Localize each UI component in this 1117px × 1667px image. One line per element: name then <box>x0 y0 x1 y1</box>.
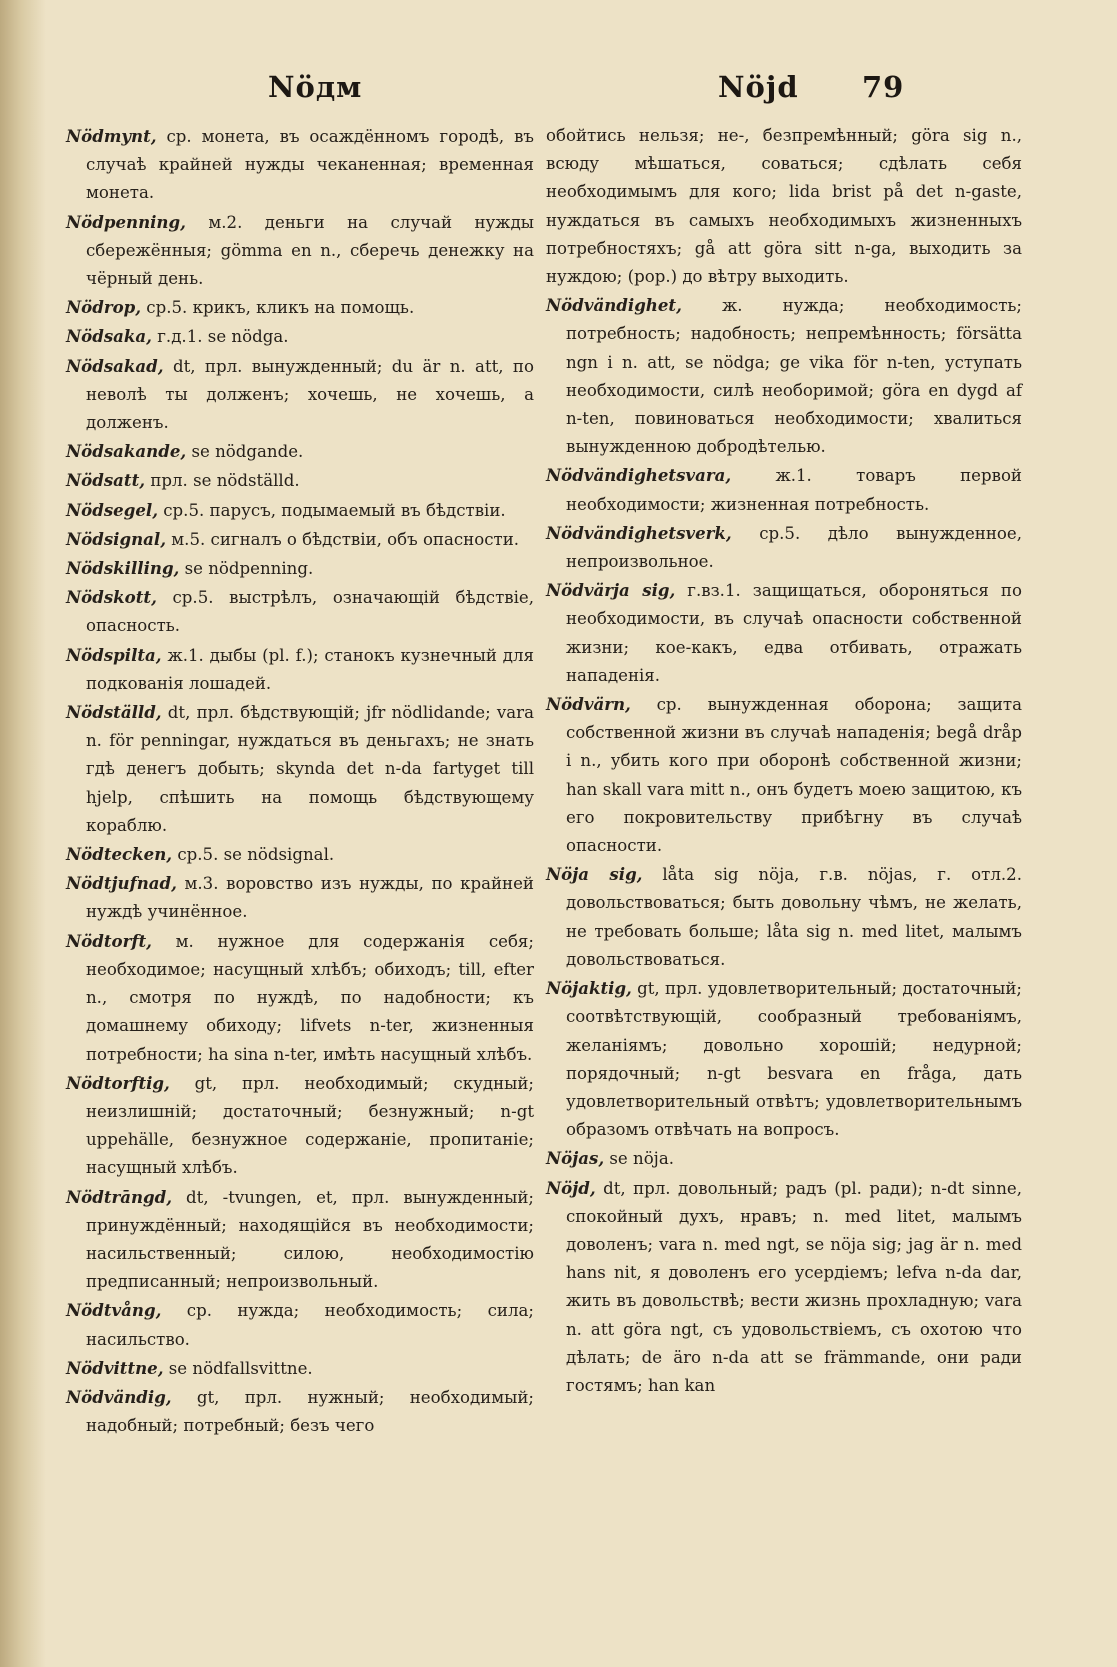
dictionary-entry <box>66 122 534 208</box>
entry-headword: Nödvärn, <box>546 694 631 715</box>
dictionary-entry <box>66 496 534 525</box>
dictionary-entry <box>546 122 1022 291</box>
entry-definition: г.вз.1. защищаться, обороняться по необходимости, въ случаѣ опасности собственной жизни; кое-какъ, едва отбивать, отражать нападенія. <box>566 581 1022 685</box>
dictionary-entry <box>66 1296 534 1353</box>
entry-definition: dt, прл. вынужденный; du är n. att, по неволѣ ты долженъ; хочешь, не хочешь, а долженъ. <box>86 356 534 433</box>
entry-definition: ср.5. дѣло вынужденное, непроизвольное. <box>566 523 1022 572</box>
entry-definition: gt, прл. необходимый; скудный; неизлишній; достаточный; безнужный; n-gt uppehälle, безнужное содержаніе, пропитаніе; насущный хлѣбъ. <box>86 1073 534 1178</box>
entry-headword: Nödsegel, <box>66 499 158 520</box>
entry-headword: Nödvändighet, <box>546 295 682 316</box>
dictionary-entry <box>66 437 534 466</box>
dictionary-entry <box>546 690 1022 860</box>
entry-headword: Nöjas, <box>546 1148 605 1169</box>
entry-definition: ж.1. товаръ первой необходимости; жизненная потребность. <box>566 466 1022 514</box>
entry-definition: г.д.1. se nödga. <box>151 327 289 347</box>
entry-definition: ср. вынужденная оборона; защита собственной жизни въ случаѣ нападенія; begå dråp i n., убить кого при оборонѣ собственной жизни; han skall vara mitt n., онъ будетъ моею защитою, къ его покровительству прибѣгну въ случаѣ опасности. <box>566 695 1022 856</box>
entry-definition: se nöja. <box>604 1149 675 1169</box>
dictionary-entry <box>546 519 1022 576</box>
dictionary-entry <box>66 1183 534 1297</box>
entry-definition: м.5. сигналъ о бѣдствіи, объ опасности. <box>165 529 520 549</box>
dictionary-entry <box>66 208 534 294</box>
entry-definition: ж. нужда; необходимость; потребность; надобность; непремѣнность; försätta ngn i n. att, se nödga; ge vika för n-ten, уступать необходимости, силѣ необоримой; göra en dygd af n-ten, повиноваться необходимости; хвалиться вынужденною добродѣтелью. <box>566 296 1022 457</box>
entry-definition: dt, прл. бѣдствующій; jfr nödlidande; vara n. för penningar, нуждаться въ деньгахъ; не знать гдѣ денегъ добыть; skynda det n-da fartyget till hjelp, спѣшить на помощь бѣдствующему кораблю. <box>86 703 534 835</box>
entry-definition: ср. монета, въ осаждённомъ городѣ, въ случаѣ крайней нужды чеканенная; временная монета. <box>86 127 534 203</box>
dictionary-entry <box>546 576 1022 690</box>
entry-definition: se nödfallsvittne. <box>163 1358 313 1378</box>
entry-headword: Nödtjufnad, <box>66 873 177 894</box>
entry-headword: Nödsaka, <box>66 326 152 347</box>
entry-headword: Nödpenning, <box>66 211 186 232</box>
entry-definition: м.2. деньги на случай нужды сбережённыя; gömma en n., сберечь денежку на чёрный день. <box>86 212 534 289</box>
entry-headword: Nödsatt, <box>66 470 146 491</box>
entry-headword: Nödskilling, <box>66 558 180 579</box>
entry-headword: Nödställd, <box>66 702 162 723</box>
dictionary-entry <box>66 641 534 698</box>
dictionary-entry <box>546 461 1022 518</box>
entry-definition: dt, -tvungen, et, прл. вынужденный; принуждённый; находящійся въ необходимости; насильственный; силою, необходимостію предписанный; непроизвольный. <box>86 1187 534 1292</box>
dictionary-entry <box>66 927 534 1069</box>
entry-definition: м.3. воровство изъ нужды, по крайней нуждѣ учинённое. <box>86 874 534 922</box>
running-head-left: Nöдм <box>268 70 363 104</box>
dictionary-entry <box>66 466 534 495</box>
dictionary-entry <box>66 869 534 926</box>
entry-headword: Nödsignal, <box>66 528 166 549</box>
entry-definition: dt, прл. довольный; радъ (pl. ради); n-dt sinne, спокойный духъ, нравъ; n. med litet, малымъ доволенъ; vara n. med ngt, se nöja sig; jag är n. med hans nit, я доволенъ его усердіемъ; lefva n-da dar, жить въ довольствѣ; вести жизнь прохладную; vara n. att göra ngt, съ удовольствіемъ, съ охотою что дѣлать; de äro n-da att se främmande, они ради гостямъ; han kan <box>566 1178 1022 1395</box>
dictionary-entry <box>546 291 1022 461</box>
entry-headword: Nödvändig, <box>66 1386 172 1407</box>
entry-headword: Nödsakad, <box>66 355 164 376</box>
right-column <box>546 122 1022 1400</box>
dictionary-entry <box>66 525 534 554</box>
entry-definition: se nödgande. <box>186 442 304 462</box>
entry-headword: Nödtorft, <box>66 930 152 951</box>
entry-definition: gt, прл. удовлетворительный; достаточный; соотвѣтствующій, сообразный требованіямъ, желаніямъ; довольно хорошій; недурной; порядочный; n-gt besvara en fråga, дать удовлетворительный отвѣтъ; удовлетворительнымъ образомъ отвѣчать на вопросъ. <box>566 979 1022 1140</box>
entry-headword: Nöjaktig, <box>546 978 632 999</box>
entry-headword: Nödtecken, <box>66 844 173 865</box>
entry-definition: ср. нужда; необходимость; сила; насильство. <box>86 1301 534 1349</box>
dictionary-entry <box>66 322 534 351</box>
dictionary-entry <box>546 974 1022 1144</box>
entry-headword: Nödrop, <box>66 297 142 318</box>
entry-definition: обойтись нельзя; не-, безпремѣнный; göra sig n., всюду мѣшаться, соваться; сдѣлать себя необходимымъ для кого; lida brist på det n-gaste, нуждаться въ самыхъ необходимыхъ жизненныхъ потребностяхъ; gå att göra sitt n-ga, выходить за нуждою; (рор.) до вѣтру выходить. <box>546 126 1022 287</box>
entry-definition: låta sig nöja, г.в. nöjas, г. отл.2. довольствоваться; быть довольну чѣмъ, не желать, не требовать больше; låta sig n. med litet, малымъ довольствоваться. <box>566 865 1023 969</box>
entry-headword: Nöjd, <box>546 1177 596 1198</box>
entry-headword: Nödtrāngd, <box>66 1186 173 1207</box>
entry-headword: Nödskott, <box>66 587 157 608</box>
entry-definition: ср.5. крикъ, кликъ на помощь. <box>141 298 415 318</box>
dictionary-entry <box>66 583 534 640</box>
entry-headword: Nödtvång, <box>66 1300 162 1321</box>
page-number: 79 <box>862 70 905 104</box>
dictionary-entry <box>66 1069 534 1183</box>
dictionary-entry <box>66 352 534 438</box>
entry-headword: Nödvändighetsvara, <box>546 465 732 486</box>
entry-definition: gt, прл. нужный; необходимый; надобный; потребный; безъ чего <box>86 1387 534 1436</box>
entry-headword: Nödspilta, <box>66 644 162 665</box>
page-binding-edge <box>0 0 46 1667</box>
dictionary-entry <box>66 293 534 322</box>
entry-headword: Nödsakande, <box>66 441 187 462</box>
entry-definition: ср.5. se nödsignal. <box>172 845 335 865</box>
dictionary-entry <box>66 1383 534 1440</box>
running-head-right: Nöjd <box>718 70 799 104</box>
dictionary-entry <box>66 698 534 840</box>
entry-headword: Nöja sig, <box>546 864 643 885</box>
dictionary-entry <box>66 1354 534 1383</box>
entry-headword: Nödmynt, <box>66 126 157 146</box>
left-column <box>66 122 534 1440</box>
entry-definition: ж.1. дыбы (pl. f.); станокъ кузнечный для подкованія лошадей. <box>86 645 534 693</box>
dictionary-entry <box>546 1144 1022 1173</box>
dictionary-entry <box>66 840 534 869</box>
dictionary-entry <box>546 860 1022 974</box>
entry-headword: Nödtorftig, <box>66 1072 170 1093</box>
dictionary-entry <box>66 554 534 583</box>
dictionary-entry <box>546 1174 1022 1401</box>
entry-headword: Nödvittne, <box>66 1357 164 1378</box>
entry-definition: ср.5. выстрѣлъ, означающій бѣдствіе, опасность. <box>86 588 534 636</box>
entry-definition: прл. se nödställd. <box>145 471 300 491</box>
entry-headword: Nödvändighetsverk, <box>546 522 732 543</box>
entry-definition: м. нужное для содержанія себя; необходимое; насущный хлѣбъ; обиходъ; till, efter n., смотря по нуждѣ, по надобности; къ домашнему обиходу; lifvets n-ter, жизненныя потребности; ha sina n-ter, имѣть насущный хлѣбъ. <box>86 931 534 1064</box>
entry-definition: se nödpenning. <box>179 559 314 579</box>
entry-definition: ср.5. парусъ, подымаемый въ бѣдствіи. <box>157 500 506 520</box>
entry-headword: Nödvärja sig, <box>546 580 676 601</box>
